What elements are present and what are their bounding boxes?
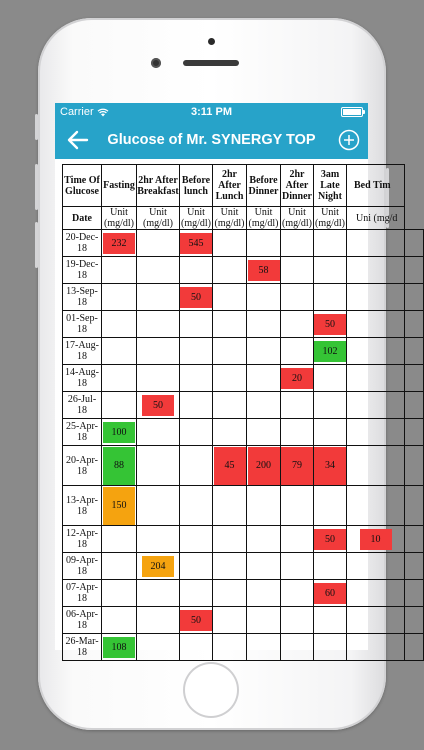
glucose-cell[interactable] [347,553,405,580]
glucose-value: 200 [248,447,280,485]
nav-bar [55,121,368,159]
unit-label: Unit (mg/dl) [102,207,137,230]
glucose-cell[interactable] [281,580,314,607]
glucose-value: 88 [103,447,135,485]
table-row[interactable] [63,553,424,580]
table-row[interactable] [63,257,424,284]
glucose-cell[interactable] [137,526,180,553]
table-row[interactable] [63,392,424,419]
plus-circle-icon[interactable] [338,129,360,151]
glucose-cell[interactable] [281,634,314,661]
glucose-cell[interactable] [405,257,424,284]
glucose-cell[interactable] [102,553,137,580]
glucose-cell[interactable] [180,526,213,553]
glucose-value: 58 [248,260,280,281]
glucose-cell[interactable] [102,230,137,257]
glucose-cell[interactable] [213,392,247,419]
glucose-cell[interactable] [137,553,180,580]
date-cell: 01-Sep-18 [63,311,102,338]
column-header: Fasting [102,165,137,207]
glucose-cell[interactable] [347,338,405,365]
status-time: 3:11 PM [191,106,232,118]
glucose-value: 102 [314,341,346,362]
date-cell: 14-Aug-18 [63,365,102,392]
unit-label: Unit (mg/dl) [248,207,279,229]
glucose-cell[interactable] [347,607,405,634]
glucose-cell[interactable] [314,553,347,580]
table-row[interactable] [63,607,424,634]
glucose-value: 204 [142,556,174,577]
column-header: Before lunch [180,165,213,207]
glucose-cell[interactable] [281,419,314,446]
battery-icon [341,107,363,117]
date-cell: 19-Dec-18 [63,257,102,284]
glucose-cell[interactable] [213,284,247,311]
glucose-value: 20 [281,368,313,389]
date-cell: 09-Apr-18 [63,553,102,580]
glucose-value: 150 [103,487,135,525]
glucose-cell[interactable] [281,553,314,580]
glucose-cell[interactable] [281,257,314,284]
glucose-cell[interactable] [213,580,247,607]
app-screen [55,103,398,658]
glucose-cell[interactable] [347,486,405,526]
glucose-cell[interactable] [247,257,281,284]
glucose-value: 545 [180,233,212,254]
glucose-cell[interactable] [247,553,281,580]
earpiece-speaker [183,60,239,66]
glucose-cell[interactable] [102,419,137,446]
glucose-cell[interactable] [281,392,314,419]
home-button[interactable] [183,662,239,718]
glucose-cell[interactable] [347,284,405,311]
glucose-cell[interactable] [405,419,424,446]
glucose-cell[interactable] [314,392,347,419]
glucose-cell[interactable] [180,634,213,661]
column-header: 3am Late Night [314,165,347,207]
glucose-cell[interactable] [281,365,314,392]
time-of-glucose-header: Time Of Glucose [63,165,102,207]
date-cell: 07-Apr-18 [63,580,102,607]
glucose-cell[interactable] [347,230,405,257]
glucose-cell[interactable] [137,486,180,526]
glucose-cell[interactable] [314,257,347,284]
glucose-cell[interactable] [247,446,281,486]
date-cell: 26-Jul-18 [63,392,102,419]
table-row[interactable] [63,338,424,365]
glucose-cell[interactable] [180,338,213,365]
table-row[interactable] [63,311,424,338]
glucose-value: 60 [314,583,346,604]
glucose-cell[interactable] [314,486,347,526]
mute-switch [35,114,38,140]
glucose-cell[interactable] [137,311,180,338]
glucose-cell[interactable] [347,365,405,392]
glucose-cell[interactable] [405,607,424,634]
glucose-cell[interactable] [213,607,247,634]
glucose-value: 108 [103,637,135,658]
date-cell: 06-Apr-18 [63,607,102,634]
glucose-cell[interactable] [213,230,247,257]
table-row[interactable] [63,634,424,661]
glucose-cell[interactable] [281,486,314,526]
glucose-value: 50 [180,287,212,308]
glucose-cell[interactable] [405,338,424,365]
glucose-cell[interactable] [314,284,347,311]
table-body [63,230,424,661]
glucose-cell[interactable] [405,580,424,607]
glucose-cell[interactable] [213,338,247,365]
glucose-cell[interactable] [281,284,314,311]
glucose-value: 100 [103,422,135,443]
glucose-cell[interactable] [213,526,247,553]
glucose-cell[interactable] [347,446,405,486]
glucose-cell[interactable] [102,257,137,284]
glucose-cell[interactable] [405,284,424,311]
glucose-cell[interactable] [213,446,247,486]
glucose-value: 50 [314,529,346,550]
glucose-cell[interactable] [137,338,180,365]
date-header: Date [63,207,102,230]
unit-label: Unit (mg/dl) [137,207,180,230]
glucose-cell[interactable] [247,634,281,661]
glucose-cell[interactable] [102,392,137,419]
glucose-cell[interactable] [102,526,137,553]
date-cell: 17-Aug-18 [63,338,102,365]
glucose-cell[interactable] [180,607,213,634]
glucose-cell[interactable] [180,392,213,419]
glucose-cell[interactable] [180,365,213,392]
glucose-cell[interactable] [314,580,347,607]
glucose-cell[interactable] [213,634,247,661]
date-cell: 13-Apr-18 [63,486,102,526]
glucose-value: 45 [214,447,246,485]
glucose-cell[interactable] [247,526,281,553]
glucose-cell[interactable] [314,365,347,392]
glucose-cell[interactable] [180,311,213,338]
glucose-cell[interactable] [137,446,180,486]
column-header: 2hr After Dinner [281,165,314,207]
glucose-cell[interactable] [137,634,180,661]
glucose-cell[interactable] [102,338,137,365]
column-header: 2hr After Breakfast [137,165,180,207]
glucose-cell[interactable] [137,607,180,634]
glucose-cell[interactable] [281,607,314,634]
glucose-cell[interactable] [137,284,180,311]
date-cell: 25-Apr-18 [63,419,102,446]
glucose-cell[interactable] [213,257,247,284]
glucose-cell[interactable] [281,338,314,365]
table-row[interactable] [63,580,424,607]
glucose-cell[interactable] [347,526,405,553]
table-row[interactable] [63,365,424,392]
volume-up-button [35,164,38,210]
glucose-cell[interactable] [347,392,405,419]
glucose-cell[interactable] [405,311,424,338]
glucose-cell[interactable] [247,365,281,392]
sensor-dot [208,38,215,45]
glucose-cell[interactable] [180,419,213,446]
glucose-cell[interactable] [102,284,137,311]
glucose-cell[interactable] [247,392,281,419]
glucose-cell[interactable] [180,284,213,311]
glucose-cell[interactable] [102,486,137,526]
date-cell: 12-Apr-18 [63,526,102,553]
glucose-cell[interactable] [281,230,314,257]
volume-down-button [35,222,38,268]
glucose-cell[interactable] [102,634,137,661]
glucose-cell[interactable] [180,446,213,486]
glucose-cell[interactable] [347,580,405,607]
unit-row [63,207,424,230]
glucose-cell[interactable] [102,607,137,634]
glucose-cell[interactable] [247,607,281,634]
glucose-cell[interactable] [137,230,180,257]
glucose-cell[interactable] [247,419,281,446]
table-row[interactable] [63,419,424,446]
glucose-cell[interactable] [405,634,424,661]
date-cell: 26-Mar-18 [63,634,102,661]
glucose-value: 232 [103,233,135,254]
wifi-icon [97,108,109,117]
glucose-cell[interactable] [180,580,213,607]
glucose-cell[interactable] [405,526,424,553]
glucose-cell[interactable] [137,257,180,284]
glucose-cell[interactable] [314,607,347,634]
unit-label: Unit (mg/dl) [181,207,211,229]
glucose-cell[interactable] [405,365,424,392]
glucose-table [62,164,424,661]
glucose-cell[interactable] [180,553,213,580]
glucose-cell[interactable] [281,446,314,486]
glucose-cell[interactable] [405,446,424,486]
glucose-cell[interactable] [102,365,137,392]
table-row[interactable] [63,486,424,526]
glucose-cell[interactable] [180,486,213,526]
glucose-cell[interactable] [314,338,347,365]
glucose-cell[interactable] [180,257,213,284]
glucose-value: 34 [314,447,346,485]
glucose-cell[interactable] [281,526,314,553]
glucose-cell[interactable] [180,230,213,257]
page-title: Glucose of Mr. SYNERGY TOP [107,132,316,148]
unit-label: Uni (mg/d [347,207,405,230]
glucose-cell[interactable] [347,311,405,338]
glucose-cell[interactable] [405,230,424,257]
glucose-cell[interactable] [102,446,137,486]
glucose-cell[interactable] [347,257,405,284]
glucose-cell[interactable] [102,580,137,607]
glucose-cell[interactable] [314,446,347,486]
glucose-table-scroll[interactable] [62,164,398,658]
table-row[interactable] [63,446,424,486]
glucose-cell[interactable] [137,419,180,446]
glucose-cell[interactable] [405,392,424,419]
date-cell: 13-Sep-18 [63,284,102,311]
unit-label: Unit (mg/dl) [315,207,345,229]
glucose-cell[interactable] [405,553,424,580]
status-bar [55,103,368,121]
glucose-cell[interactable] [213,553,247,580]
glucose-cell[interactable] [314,419,347,446]
column-header: Bed Tim [347,165,405,207]
table-row[interactable] [63,230,424,257]
date-cell: 20-Dec-18 [63,230,102,257]
glucose-cell[interactable] [347,634,405,661]
glucose-cell[interactable] [247,311,281,338]
glucose-cell[interactable] [247,284,281,311]
unit-label: Unit (mg/dl) [282,207,312,229]
glucose-cell[interactable] [314,230,347,257]
glucose-value: 50 [314,314,346,335]
glucose-value: 10 [360,529,392,550]
unit-label: Unit (mg/dl) [214,207,245,229]
date-cell: 20-Apr-18 [63,446,102,486]
carrier-label: Carrier [60,106,94,118]
glucose-cell[interactable] [405,486,424,526]
glucose-cell[interactable] [314,311,347,338]
glucose-cell[interactable] [137,365,180,392]
front-camera [151,58,161,68]
column-header-row [63,165,424,207]
carrier-group [60,106,109,118]
glucose-cell[interactable] [213,311,247,338]
glucose-cell[interactable] [213,419,247,446]
table-row[interactable] [63,284,424,311]
glucose-cell[interactable] [247,580,281,607]
glucose-cell[interactable] [314,526,347,553]
glucose-cell[interactable] [213,486,247,526]
glucose-cell[interactable] [213,365,247,392]
column-header: Before Dinner [247,165,281,207]
glucose-cell[interactable] [247,230,281,257]
glucose-cell[interactable] [247,486,281,526]
column-header: 2hr After Lunch [213,165,247,207]
glucose-cell[interactable] [137,580,180,607]
table-row[interactable] [63,526,424,553]
glucose-value: 79 [281,447,313,485]
glucose-value: 50 [180,610,212,631]
glucose-cell[interactable] [102,311,137,338]
glucose-value: 50 [142,395,174,416]
arrow-left-icon[interactable] [65,127,91,153]
glucose-cell[interactable] [281,311,314,338]
glucose-cell[interactable] [314,634,347,661]
glucose-cell[interactable] [137,392,180,419]
glucose-cell[interactable] [247,338,281,365]
glucose-cell[interactable] [347,419,405,446]
